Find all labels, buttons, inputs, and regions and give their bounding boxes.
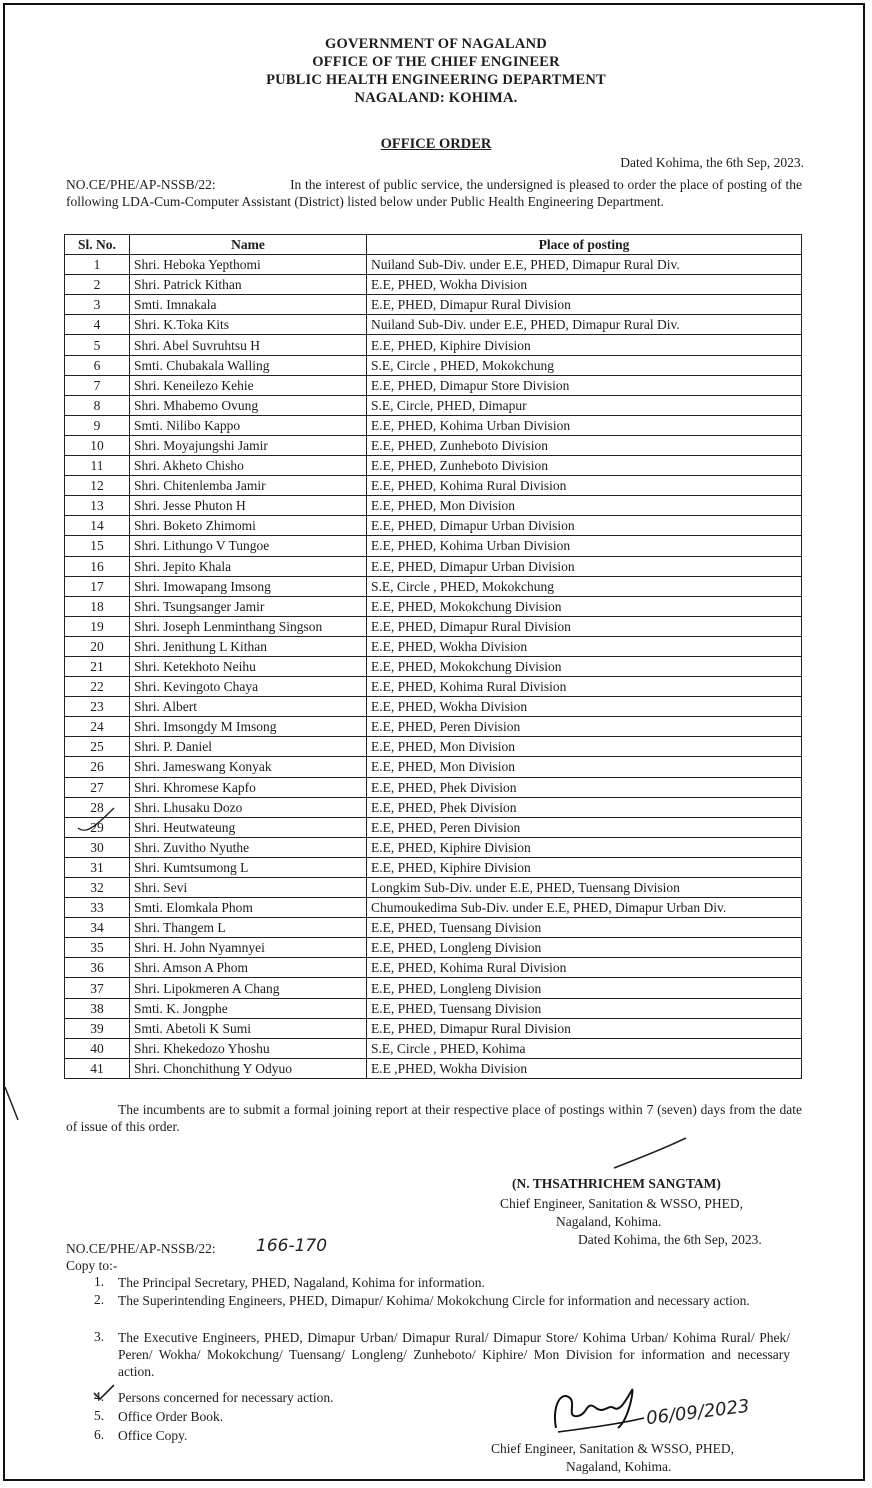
table-row — [65, 1038, 802, 1058]
cell-sl-no: 41 — [65, 1058, 130, 1078]
table-row — [65, 978, 802, 998]
signatory-designation: Chief Engineer, Sanitation & WSSO, PHED, — [500, 1196, 743, 1211]
table-row — [65, 737, 802, 757]
intro-paragraph — [66, 176, 802, 210]
table-row — [65, 616, 802, 636]
cell-place: E.E, PHED, Dimapur Urban Division — [367, 516, 802, 536]
table-row — [65, 295, 802, 315]
intro-text: In the interest of public service, the undersigned is pleased to order the place of posting of the following LDA-Cum-Computer Assistant (District) listed below under Public Health Engineering Department. — [66, 177, 803, 209]
bottom-signatory-designation: Chief Engineer, Sanitation & WSSO, PHED, — [491, 1441, 734, 1456]
copy-item-2: The Superintending Engineers, PHED, Dimapur/ Kohima/ Mokokchung Circle for information and necessary action. — [118, 1293, 750, 1308]
cell-name: Shri. H. John Nyamnyei — [130, 938, 367, 958]
table-header-row — [65, 235, 802, 255]
table-row — [65, 456, 802, 476]
cell-place: E.E, PHED, Dimapur Rural Division — [367, 1018, 802, 1038]
cell-name: Shri. P. Daniel — [130, 737, 367, 757]
table-row — [65, 335, 802, 355]
cell-name: Shri. Albert — [130, 697, 367, 717]
cell-sl-no: 18 — [65, 596, 130, 616]
signatory-date: Dated Kohima, the 6th Sep, 2023. — [578, 1232, 762, 1247]
copy-to-label: Copy to:- — [66, 1258, 118, 1273]
copy-item-number-6: 6. — [94, 1427, 105, 1442]
cell-name: Shri. Chitenlemba Jamir — [130, 476, 367, 496]
cell-sl-no: 30 — [65, 837, 130, 857]
cell-place: E.E, PHED, Kohima Rural Division — [367, 677, 802, 697]
cell-name: Smti. K. Jongphe — [130, 998, 367, 1018]
cell-name: Shri. Amson A Phom — [130, 958, 367, 978]
cell-sl-no: 38 — [65, 998, 130, 1018]
cell-sl-no: 17 — [65, 576, 130, 596]
cell-name: Shri. Imowapang Imsong — [130, 576, 367, 596]
table-row — [65, 1018, 802, 1038]
cell-sl-no: 36 — [65, 958, 130, 978]
joining-note: The incumbents are to submit a formal joining report at their respective place of postings within 7 (seven) days from the date of issue of this order. — [66, 1102, 802, 1134]
cell-name: Smti. Abetoli K Sumi — [130, 1018, 367, 1038]
posting-table — [64, 234, 802, 1079]
table-row — [65, 496, 802, 516]
cell-sl-no: 24 — [65, 717, 130, 737]
table-row — [65, 315, 802, 335]
copy-number: NO.CE/PHE/AP-NSSB/22: — [66, 1241, 216, 1256]
col-header-sl: Sl. No. — [65, 235, 130, 255]
table-row — [65, 536, 802, 556]
cell-place: E.E, PHED, Kohima Urban Division — [367, 415, 802, 435]
handwritten-signature — [548, 1378, 648, 1440]
cell-name: Shri. K.Toka Kits — [130, 315, 367, 335]
cell-sl-no: 5 — [65, 335, 130, 355]
table-row — [65, 476, 802, 496]
cell-place: E.E, PHED, Wokha Division — [367, 275, 802, 295]
table-row — [65, 576, 802, 596]
handwritten-date: 06/09/2023 — [645, 1395, 751, 1430]
copy-item-1: The Principal Secretary, PHED, Nagaland, Kohima for information. — [118, 1275, 485, 1290]
header-line-3: PUBLIC HEALTH ENGINEERING DEPARTMENT — [266, 72, 606, 88]
table-row — [65, 375, 802, 395]
cell-place: E.E, PHED, Wokha Division — [367, 697, 802, 717]
cell-sl-no: 16 — [65, 556, 130, 576]
cell-sl-no: 35 — [65, 938, 130, 958]
cell-sl-no: 19 — [65, 616, 130, 636]
table-row — [65, 395, 802, 415]
handwritten-ref-number: 166-170 — [256, 1236, 328, 1256]
cell-sl-no: 37 — [65, 978, 130, 998]
cell-name: Shri. Akheto Chisho — [130, 456, 367, 476]
table-row — [65, 255, 802, 275]
check-mark — [92, 1383, 116, 1403]
order-title: OFFICE ORDER — [380, 136, 492, 152]
cell-place: E.E, PHED, Phek Division — [367, 797, 802, 817]
table-row — [65, 656, 802, 676]
table-row — [65, 757, 802, 777]
cell-name: Shri. Heutwateung — [130, 817, 367, 837]
cell-sl-no: 1 — [65, 255, 130, 275]
cell-sl-no: 25 — [65, 737, 130, 757]
cell-sl-no: 13 — [65, 496, 130, 516]
header-line-1: GOVERNMENT OF NAGALAND — [325, 36, 547, 52]
cell-place: Nuiland Sub-Div. under E.E, PHED, Dimapur Rural Div. — [367, 315, 802, 335]
cell-sl-no: 26 — [65, 757, 130, 777]
cell-name: Shri. Joseph Lenminthang Singson — [130, 616, 367, 636]
copy-item-number-4: 4. — [94, 1389, 105, 1404]
col-header-place: Place of posting — [367, 235, 802, 255]
cell-place: E.E, PHED, Longleng Division — [367, 978, 802, 998]
copy-item-5: Office Order Book. — [118, 1409, 224, 1424]
cell-name: Shri. Abel Suvruhtsu H — [130, 335, 367, 355]
cell-name: Shri. Zuvitho Nyuthe — [130, 837, 367, 857]
table-row — [65, 556, 802, 576]
cell-place: E.E, PHED, Mokokchung Division — [367, 596, 802, 616]
cell-name: Shri. Tsungsanger Jamir — [130, 596, 367, 616]
cell-sl-no: 21 — [65, 656, 130, 676]
cell-place: S.E, Circle , PHED, Mokokchung — [367, 576, 802, 596]
cell-place: E.E, PHED, Mon Division — [367, 496, 802, 516]
cell-sl-no: 7 — [65, 375, 130, 395]
cell-name: Shri. Jesse Phuton H — [130, 496, 367, 516]
order-date: Dated Kohima, the 6th Sep, 2023. — [620, 155, 804, 170]
margin-stroke — [2, 1084, 22, 1124]
table-row — [65, 596, 802, 616]
cell-place: E.E, PHED, Dimapur Rural Division — [367, 295, 802, 315]
cell-name: Shri. Mhabemo Ovung — [130, 395, 367, 415]
cell-name: Shri. Boketo Zhimomi — [130, 516, 367, 536]
cell-name: Shri. Moyajungshi Jamir — [130, 435, 367, 455]
cell-name: Smti. Nilibo Kappo — [130, 415, 367, 435]
cell-name: Shri. Lhusaku Dozo — [130, 797, 367, 817]
table-row — [65, 415, 802, 435]
cell-place: Chumoukedima Sub-Div. under E.E, PHED, Dimapur Urban Div. — [367, 898, 802, 918]
cell-sl-no: 2 — [65, 275, 130, 295]
cell-place: S.E, Circle, PHED, Dimapur — [367, 395, 802, 415]
bottom-signatory-place: Nagaland, Kohima. — [566, 1459, 672, 1474]
table-row — [65, 958, 802, 978]
cell-sl-no: 22 — [65, 677, 130, 697]
order-number: NO.CE/PHE/AP-NSSB/22: — [66, 177, 216, 192]
cell-name: Shri. Jepito Khala — [130, 556, 367, 576]
cell-place: Longkim Sub-Div. under E.E, PHED, Tuensang Division — [367, 878, 802, 898]
table-row — [65, 998, 802, 1018]
cell-sl-no: 27 — [65, 777, 130, 797]
table-row — [65, 878, 802, 898]
table-row — [65, 857, 802, 877]
cell-name: Shri. Keneilezo Kehie — [130, 375, 367, 395]
signature-stroke-top — [610, 1136, 690, 1172]
cell-sl-no: 8 — [65, 395, 130, 415]
signatory-name: (N. THSATHRICHEM SANGTAM) — [512, 1176, 721, 1191]
copy-item-6: Office Copy. — [118, 1428, 188, 1443]
cell-name: Shri. Sevi — [130, 878, 367, 898]
copy-item-number-5: 5. — [94, 1408, 105, 1423]
cell-name: Shri. Khekedozo Yhoshu — [130, 1038, 367, 1058]
cell-sl-no: 28 — [65, 797, 130, 817]
cell-place: E.E, PHED, Mokokchung Division — [367, 656, 802, 676]
cell-name: Shri. Heboka Yepthomi — [130, 255, 367, 275]
table-row — [65, 777, 802, 797]
copy-item-3: The Executive Engineers, PHED, Dimapur Urban/ Dimapur Rural/ Dimapur Store/ Kohima Urban/ Kohima Rural/ Phek/ Peren/ Wokha/ Mokokchung/ Tuensang/ Longleng/ Zunheboto/ Kiphire/ Mon Division for information and necessary action. — [118, 1330, 790, 1379]
cell-sl-no: 9 — [65, 415, 130, 435]
table-row — [65, 677, 802, 697]
table-row — [65, 918, 802, 938]
cell-place: S.E, Circle , PHED, Kohima — [367, 1038, 802, 1058]
cell-name: Smti. Elomkala Phom — [130, 898, 367, 918]
cell-name: Shri. Kevingoto Chaya — [130, 677, 367, 697]
cell-name: Smti. Chubakala Walling — [130, 355, 367, 375]
cell-place: E.E, PHED, Kiphire Division — [367, 857, 802, 877]
table-row — [65, 636, 802, 656]
cell-name: Shri. Khromese Kapfo — [130, 777, 367, 797]
margin-tick-mark — [76, 804, 116, 836]
table-row — [65, 435, 802, 455]
cell-place: E.E ,PHED, Wokha Division — [367, 1058, 802, 1078]
cell-name: Smti. Imnakala — [130, 295, 367, 315]
table-row — [65, 697, 802, 717]
col-header-name: Name — [130, 235, 367, 255]
table-row — [65, 275, 802, 295]
cell-place: E.E, PHED, Kohima Urban Division — [367, 536, 802, 556]
cell-place: E.E, PHED, Mon Division — [367, 757, 802, 777]
copy-item-number-1: 1. — [94, 1274, 105, 1289]
table-body — [65, 255, 802, 1079]
cell-sl-no: 40 — [65, 1038, 130, 1058]
cell-name: Shri. Patrick Kithan — [130, 275, 367, 295]
cell-sl-no: 11 — [65, 456, 130, 476]
cell-name: Shri. Imsongdy M Imsong — [130, 717, 367, 737]
copy-item-number-2: 2. — [94, 1292, 105, 1307]
cell-sl-no: 6 — [65, 355, 130, 375]
cell-place: E.E, PHED, Peren Division — [367, 817, 802, 837]
copy-item-4: Persons concerned for necessary action. — [118, 1390, 334, 1405]
cell-place: E.E, PHED, Dimapur Rural Division — [367, 616, 802, 636]
cell-sl-no: 33 — [65, 898, 130, 918]
cell-sl-no: 4 — [65, 315, 130, 335]
cell-sl-no: 29 — [65, 817, 130, 837]
cell-sl-no: 3 — [65, 295, 130, 315]
cell-name: Shri. Jameswang Konyak — [130, 757, 367, 777]
cell-place: E.E, PHED, Zunheboto Division — [367, 435, 802, 455]
table-row — [65, 898, 802, 918]
cell-place: E.E, PHED, Kohima Rural Division — [367, 476, 802, 496]
cell-name: Shri. Lipokmeren A Chang — [130, 978, 367, 998]
cell-sl-no: 23 — [65, 697, 130, 717]
cell-sl-no: 10 — [65, 435, 130, 455]
cell-place: E.E, PHED, Peren Division — [367, 717, 802, 737]
header-line-2: OFFICE OF THE CHIEF ENGINEER — [312, 54, 560, 70]
cell-place: E.E, PHED, Mon Division — [367, 737, 802, 757]
header-line-4: NAGALAND: KOHIMA. — [354, 90, 518, 106]
cell-place: S.E, Circle , PHED, Mokokchung — [367, 355, 802, 375]
cell-place: E.E, PHED, Tuensang Division — [367, 998, 802, 1018]
cell-name: Shri. Kumtsumong L — [130, 857, 367, 877]
signatory-place: Nagaland, Kohima. — [556, 1214, 662, 1229]
cell-place: E.E, PHED, Tuensang Division — [367, 918, 802, 938]
table-row — [65, 717, 802, 737]
cell-place: E.E, PHED, Kiphire Division — [367, 335, 802, 355]
cell-place: E.E, PHED, Longleng Division — [367, 938, 802, 958]
cell-sl-no: 34 — [65, 918, 130, 938]
table-row — [65, 355, 802, 375]
cell-place: Nuiland Sub-Div. under E.E, PHED, Dimapur Rural Div. — [367, 255, 802, 275]
cell-name: Shri. Thangem L — [130, 918, 367, 938]
cell-sl-no: 39 — [65, 1018, 130, 1038]
table-row — [65, 516, 802, 536]
cell-sl-no: 20 — [65, 636, 130, 656]
cell-place: E.E, PHED, Zunheboto Division — [367, 456, 802, 476]
cell-place: E.E, PHED, Phek Division — [367, 777, 802, 797]
cell-name: Shri. Lithungo V Tungoe — [130, 536, 367, 556]
cell-place: E.E, PHED, Kiphire Division — [367, 837, 802, 857]
table-row — [65, 797, 802, 817]
cell-place: E.E, PHED, Kohima Rural Division — [367, 958, 802, 978]
cell-name: Shri. Chonchithung Y Odyuo — [130, 1058, 367, 1078]
cell-sl-no: 14 — [65, 516, 130, 536]
cell-sl-no: 31 — [65, 857, 130, 877]
cell-place: E.E, PHED, Wokha Division — [367, 636, 802, 656]
table-row — [65, 938, 802, 958]
table-row — [65, 1058, 802, 1078]
copy-item-number-3: 3. — [94, 1329, 105, 1344]
cell-name: Shri. Ketekhoto Neihu — [130, 656, 367, 676]
table-row — [65, 837, 802, 857]
cell-place: E.E, PHED, Dimapur Urban Division — [367, 556, 802, 576]
table-row — [65, 817, 802, 837]
cell-sl-no: 32 — [65, 878, 130, 898]
cell-sl-no: 15 — [65, 536, 130, 556]
cell-place: E.E, PHED, Dimapur Store Division — [367, 375, 802, 395]
cell-sl-no: 12 — [65, 476, 130, 496]
cell-name: Shri. Jenithung L Kithan — [130, 636, 367, 656]
